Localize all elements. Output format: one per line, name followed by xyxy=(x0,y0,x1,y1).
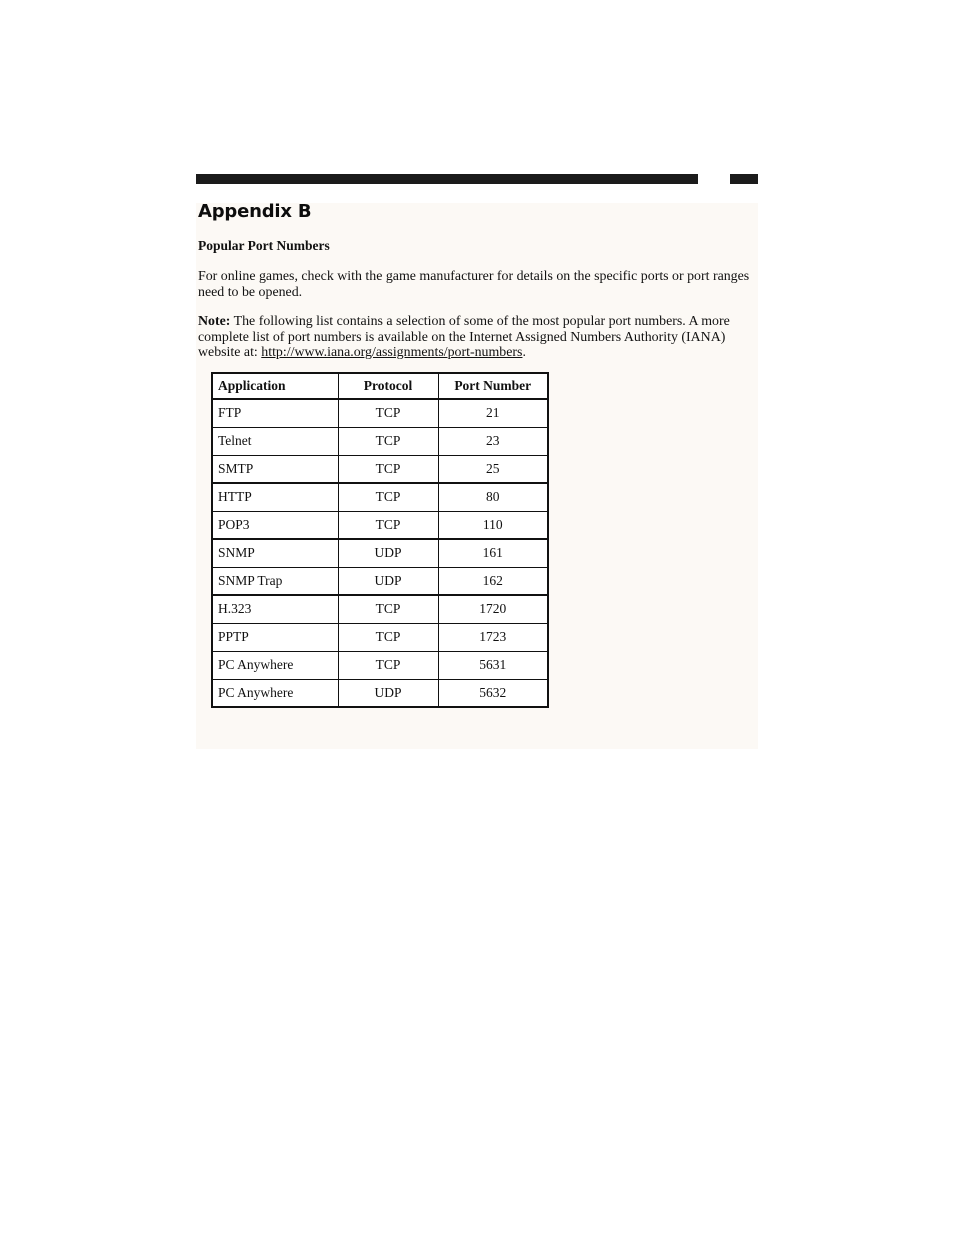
note-text: The following list contains a selection of some of the most popular port numbers. A more complete list of port numbers is available on the Internet Assigned Numbers Authority (IANA) website at: xyxy=(198,314,730,360)
cell-port: 1720 xyxy=(438,595,548,623)
cell-port: 80 xyxy=(438,483,548,511)
table-row xyxy=(212,539,548,567)
table-row xyxy=(212,651,548,679)
cell-protocol: TCP xyxy=(338,455,438,483)
table-row xyxy=(212,679,548,707)
cell-protocol: UDP xyxy=(338,539,438,567)
column-header-protocol: Protocol xyxy=(338,373,438,399)
table-row xyxy=(212,427,548,455)
iana-link[interactable]: http://www.iana.org/assignments/port-numbers xyxy=(261,345,523,360)
cell-application: FTP xyxy=(212,399,338,427)
cell-application: SNMP xyxy=(212,539,338,567)
cell-port: 5632 xyxy=(438,679,548,707)
cell-protocol: TCP xyxy=(338,623,438,651)
cell-application: PPTP xyxy=(212,623,338,651)
header-rule-tab xyxy=(730,174,758,184)
table-row xyxy=(212,567,548,595)
cell-port: 110 xyxy=(438,511,548,539)
cell-port: 21 xyxy=(438,399,548,427)
cell-application: Telnet xyxy=(212,427,338,455)
column-header-application: Application xyxy=(212,373,338,399)
cell-application: SNMP Trap xyxy=(212,567,338,595)
cell-protocol: TCP xyxy=(338,595,438,623)
port-table xyxy=(211,372,549,708)
cell-port: 161 xyxy=(438,539,548,567)
table-header-row xyxy=(212,373,548,399)
cell-application: HTTP xyxy=(212,483,338,511)
table-row xyxy=(212,455,548,483)
table-row xyxy=(212,483,548,511)
note-label: Note: xyxy=(198,314,231,329)
cell-application: POP3 xyxy=(212,511,338,539)
section-title: Popular Port Numbers xyxy=(198,238,330,253)
header-rule xyxy=(196,174,698,184)
note-end: . xyxy=(522,345,526,360)
table-row xyxy=(212,511,548,539)
page-title: Appendix B xyxy=(198,201,312,222)
cell-protocol: TCP xyxy=(338,651,438,679)
cell-application: SMTP xyxy=(212,455,338,483)
cell-port: 1723 xyxy=(438,623,548,651)
cell-port: 162 xyxy=(438,567,548,595)
cell-protocol: TCP xyxy=(338,511,438,539)
cell-application: H.323 xyxy=(212,595,338,623)
note-paragraph xyxy=(198,314,750,361)
cell-port: 23 xyxy=(438,427,548,455)
column-header-port-number: Port Number xyxy=(438,373,548,399)
table-row xyxy=(212,595,548,623)
cell-port: 25 xyxy=(438,455,548,483)
cell-protocol: TCP xyxy=(338,427,438,455)
cell-protocol: UDP xyxy=(338,679,438,707)
cell-application: PC Anywhere xyxy=(212,651,338,679)
cell-protocol: UDP xyxy=(338,567,438,595)
cell-protocol: TCP xyxy=(338,399,438,427)
table-row xyxy=(212,399,548,427)
table-row xyxy=(212,623,548,651)
cell-port: 5631 xyxy=(438,651,548,679)
cell-protocol: TCP xyxy=(338,483,438,511)
intro-paragraph: For online games, check with the game manufacturer for details on the specific ports or port ranges need to be opened. xyxy=(198,269,750,300)
cell-application: PC Anywhere xyxy=(212,679,338,707)
